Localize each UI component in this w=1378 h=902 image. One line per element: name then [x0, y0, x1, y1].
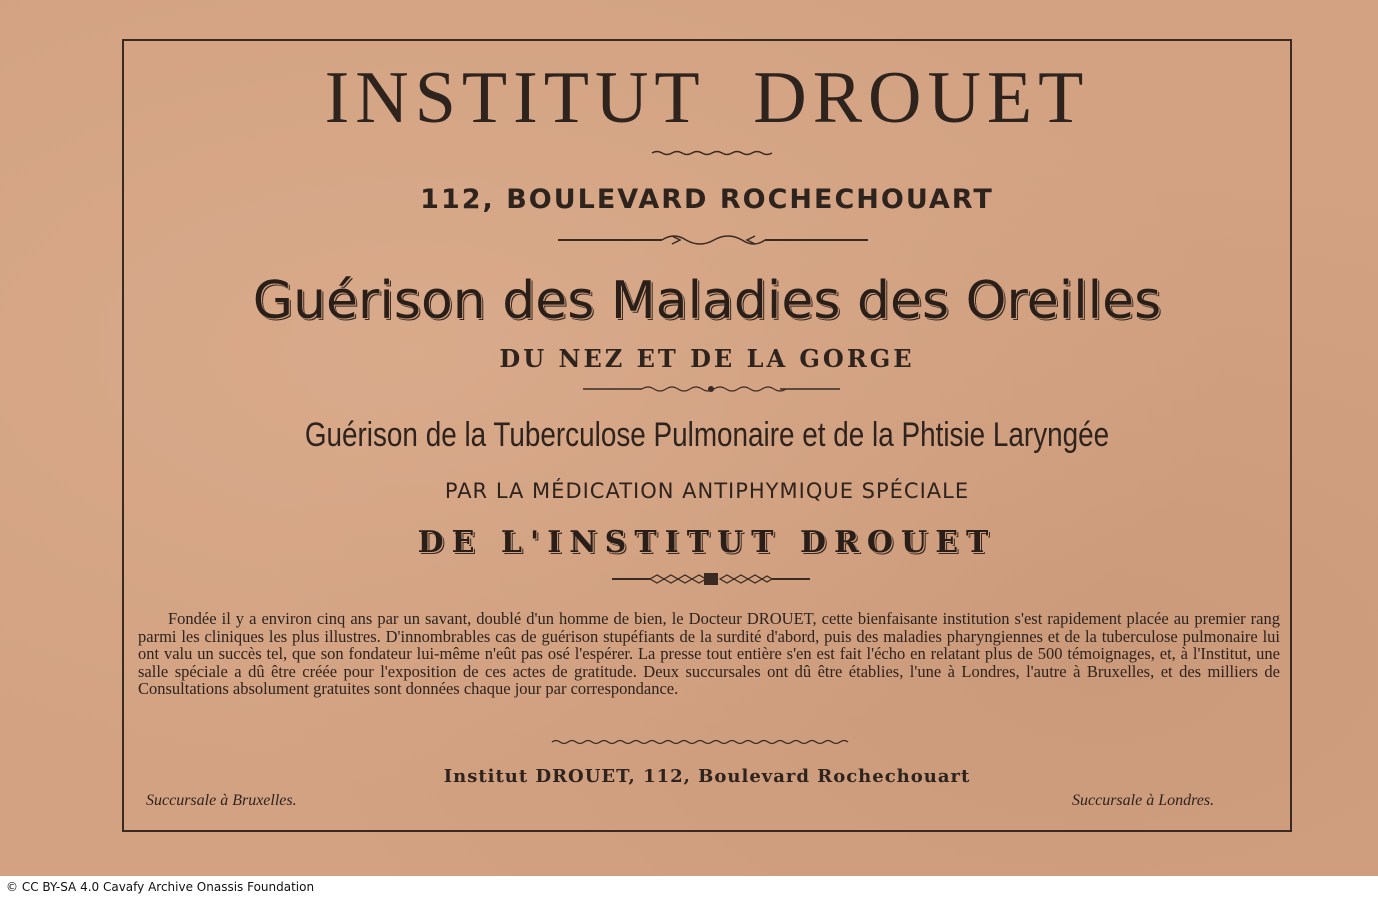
copyright-credit: © CC BY-SA 4.0 Cavafy Archive Onassis Foundation: [6, 880, 315, 894]
treatment-heading: Guérison de la Tuberculose Pulmonaire et de la Phtisie Laryngée: [304, 416, 1110, 454]
page-title: INSTITUT DROUET: [324, 57, 1090, 139]
institute-heading: DE L'INSTITUT DROUET: [417, 525, 997, 560]
method-heading: PAR LA MÉDICATION ANTIPHYMIQUE SPÉCIALE: [444, 479, 970, 503]
headline: Guérison des Maladies des Oreilles: [252, 271, 1162, 331]
body-paragraph: Fondée il y a environ cinq ans par un savant, doublé d'un homme de bien, le Docteur DROUET, cette bienfaisante institution s'est rapidement placée au premier rang parmi les cliniques les plus illustres. D'innombrables cas de guérison stupéfiants de la surdité d'abord, puis des maladies pharyngiennes et de la tuberculose pulmonaire lui ont valu un succès tel, que son fondateur lui-même n'eût pas osé l'espérer. La presse tout entière s'en est fait l'écho en relatant plus de 500 témoignages, et, à l'Institut, une salle spéciale a dû être créée pour l'exposition de ces actes de gratitude. Deux succursales ont dû être établies, l'une à Londres, l'autre à Bruxelles, et des milliers de Consultations absolument gratuites sont données chaque jour par correspondance.: [138, 609, 1280, 699]
address-heading: 112, BOULEVARD ROCHECHOUART: [420, 184, 994, 215]
branch-brussels: Succursale à Bruxelles.: [146, 792, 297, 809]
subheadline: DU NEZ ET DE LA GORGE: [499, 344, 915, 373]
footer-address: Institut DROUET, 112, Boulevard Rochechouart: [443, 766, 971, 787]
branch-london: Succursale à Londres.: [1072, 792, 1215, 809]
